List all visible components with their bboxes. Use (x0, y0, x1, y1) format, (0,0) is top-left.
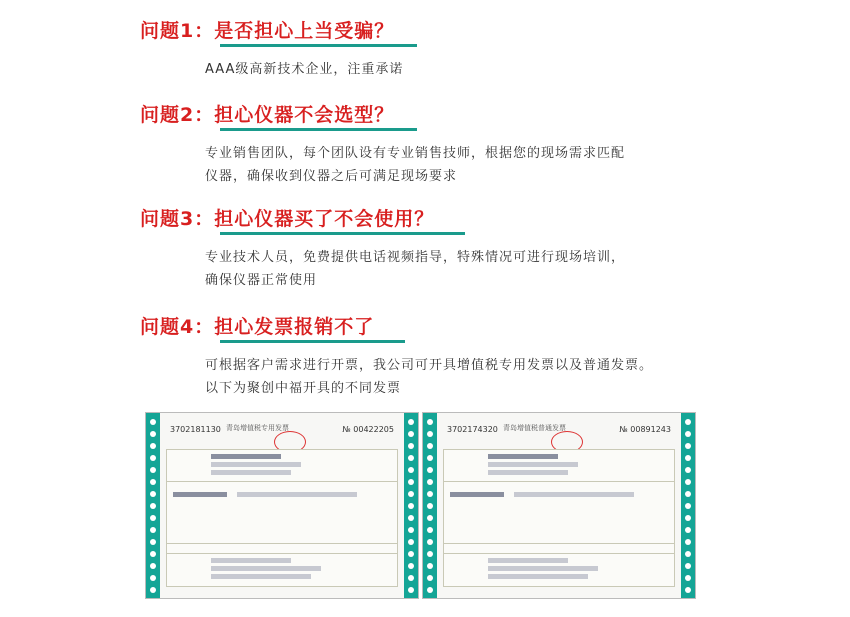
perforation-hole (150, 515, 156, 521)
perforation-hole (685, 467, 691, 473)
perforation-hole (685, 491, 691, 497)
perforation-hole (427, 491, 433, 497)
perforation-hole (427, 479, 433, 485)
question-4-underline (220, 340, 405, 343)
question-1-underline (220, 44, 417, 47)
answer-line: 确保仪器正常使用 (205, 273, 318, 288)
invoice-title: 青岛增值税普通发票 (503, 424, 566, 432)
perforation-hole (685, 575, 691, 581)
perforation-hole (150, 419, 156, 425)
perforation-hole (685, 551, 691, 557)
perforation-strip (681, 413, 695, 598)
perforation-hole (150, 431, 156, 437)
perforation-hole (685, 539, 691, 545)
answer-line: 专业销售团队，每个团队设有专业销售技师，根据您的现场需求匹配 (205, 146, 626, 161)
answer-line: 可根据客户需求进行开票，我公司可开具增值税专用发票以及普通发票。 (205, 358, 654, 373)
perforation-hole (408, 419, 414, 425)
items-box (443, 481, 675, 545)
question-4-answer (205, 354, 653, 400)
perforation-hole (685, 527, 691, 533)
perforation-hole (150, 563, 156, 569)
perforation-hole (685, 419, 691, 425)
invoice-image-general (422, 412, 696, 599)
invoice-body (443, 419, 675, 592)
perforation-hole (408, 527, 414, 533)
perforation-hole (427, 563, 433, 569)
answer-line: 以下为聚创中福开具的不同发票 (205, 381, 402, 396)
question-3-answer (205, 246, 625, 292)
perforation-hole (408, 551, 414, 557)
perforation-hole (427, 587, 433, 593)
perforation-hole (427, 539, 433, 545)
perforation-hole (150, 467, 156, 473)
question-2-underline (220, 128, 417, 131)
perforation-hole (408, 563, 414, 569)
perforation-hole (408, 431, 414, 437)
perforation-hole (685, 455, 691, 461)
invoice-title: 青岛增值税专用发票 (226, 424, 289, 432)
perforation-hole (150, 527, 156, 533)
perforation-hole (150, 491, 156, 497)
perforation-hole (685, 503, 691, 509)
perforation-hole (685, 563, 691, 569)
perforation-hole (408, 467, 414, 473)
perforation-hole (685, 443, 691, 449)
perforation-hole (150, 443, 156, 449)
invoice-body (166, 419, 398, 592)
perforation-hole (408, 575, 414, 581)
perforation-hole (150, 503, 156, 509)
question-1-title: 问题1：是否担心上当受骗？ (140, 20, 395, 42)
question-2-answer (205, 142, 625, 188)
perforation-strip (146, 413, 160, 598)
perforation-hole (150, 575, 156, 581)
perforation-hole (408, 455, 414, 461)
perforation-hole (427, 431, 433, 437)
perforation-hole (150, 479, 156, 485)
invoice-number: № 00891243 (619, 425, 671, 434)
buyer-box (443, 449, 675, 483)
invoice-number: № 00422205 (342, 425, 394, 434)
perforation-hole (408, 491, 414, 497)
question-1-answer (205, 58, 403, 81)
perforation-hole (427, 419, 433, 425)
items-box (166, 481, 398, 545)
buyer-box (166, 449, 398, 483)
perforation-hole (427, 527, 433, 533)
answer-line: AAA级高新技术企业，注重承诺 (205, 62, 404, 77)
perforation-hole (408, 515, 414, 521)
perforation-hole (150, 587, 156, 593)
seller-box (166, 553, 398, 587)
perforation-hole (427, 443, 433, 449)
seller-box (443, 553, 675, 587)
perforation-hole (427, 515, 433, 521)
invoice-code: 3702181130 (170, 425, 221, 434)
question-4-title: 问题4：担心发票报销不了 (140, 316, 375, 338)
perforation-hole (408, 443, 414, 449)
perforation-hole (427, 551, 433, 557)
perforation-hole (408, 587, 414, 593)
answer-line: 仪器，确保收到仪器之后可满足现场要求 (205, 169, 458, 184)
question-2-title: 问题2：担心仪器不会选型？ (140, 104, 395, 126)
invoice-code: 3702174320 (447, 425, 498, 434)
perforation-hole (427, 455, 433, 461)
perforation-hole (408, 539, 414, 545)
perforation-hole (150, 551, 156, 557)
perforation-hole (150, 539, 156, 545)
perforation-hole (150, 455, 156, 461)
perforation-hole (685, 479, 691, 485)
answer-line: 专业技术人员，免费提供电话视频指导，特殊情况可进行现场培训， (205, 250, 626, 265)
perforation-hole (685, 587, 691, 593)
perforation-hole (427, 467, 433, 473)
perforation-hole (427, 575, 433, 581)
perforation-hole (685, 515, 691, 521)
perforation-strip (423, 413, 437, 598)
question-3-title: 问题3：担心仪器买了不会使用？ (140, 208, 435, 230)
perforation-hole (427, 503, 433, 509)
invoice-image-special (145, 412, 419, 599)
perforation-hole (408, 479, 414, 485)
question-3-underline (220, 232, 465, 235)
perforation-hole (685, 431, 691, 437)
perforation-strip (404, 413, 418, 598)
perforation-hole (408, 503, 414, 509)
